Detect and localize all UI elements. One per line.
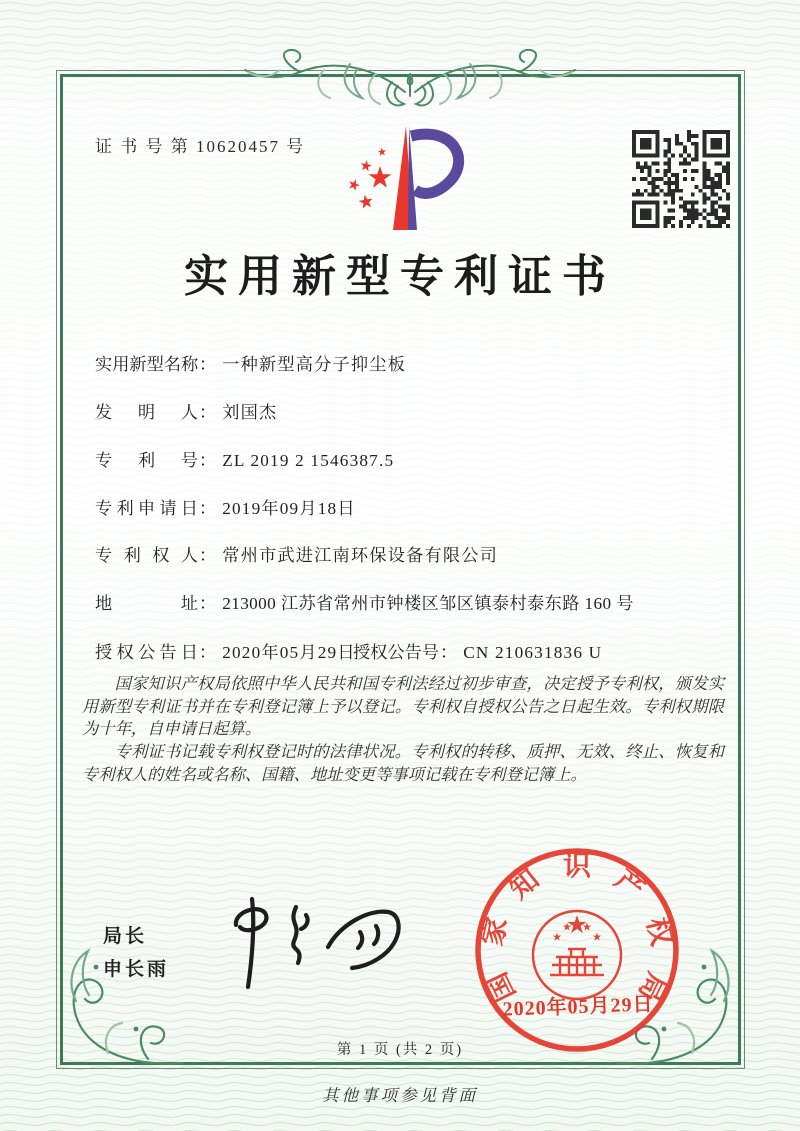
svg-text:权: 权 (641, 914, 678, 949)
field-colon: ： (199, 403, 217, 422)
field-colon: ： (199, 594, 217, 613)
field-row-patentee (95, 541, 735, 566)
field-value: 刘国杰 (222, 403, 278, 422)
legal-paragraph-2: 专利证书记载专利权登记时的法律状况。专利权的转移、质押、无效、终止、恢复和专利权人的姓名或名称、国籍、地址变更等事项记载在专利登记簿上。 (82, 742, 724, 784)
certificate-number: 证 书 号 第 10620457 号 (95, 137, 306, 156)
field-value: 一种新型高分子抑尘板 (222, 355, 407, 374)
field-value: 2019年09月18日 (222, 499, 356, 518)
field-row-inventor (95, 398, 735, 423)
field-colon: ： (199, 451, 217, 470)
legal-paragraph-1: 国家知识产权局依照中华人民共和国专利法经过初步审查，决定授予专利权，颁发实用新型专利证书并在专利登记簿上予以登记。专利权自授权公告之日起生效。专利权期限为十年，自申请日起算。 (82, 674, 724, 739)
field-pair-grant-no (353, 638, 602, 663)
svg-text:家: 家 (476, 914, 513, 949)
field-label: 专利申请日 (95, 499, 198, 518)
field-value: CN 210631836 U (463, 643, 603, 662)
commissioner-block (103, 920, 169, 986)
field-colon: ： (199, 355, 217, 374)
page-number: 第 1 页 (共 2 页) (336, 1042, 464, 1058)
legal-text (82, 673, 724, 787)
svg-text:产: 产 (609, 863, 651, 905)
seal-date: 2020年05月29日 (502, 993, 654, 1021)
commissioner-title: 局长 (103, 926, 148, 947)
field-value: ZL 2019 2 1546387.5 (222, 451, 395, 470)
field-value: 常州市武进江南环保设备有限公司 (222, 546, 499, 565)
field-row-patent-no (95, 446, 735, 471)
field-colon: ： (199, 499, 217, 518)
field-label: 专利权人 (95, 546, 198, 565)
field-label: 授权公告日 (95, 643, 198, 662)
svg-text:局: 局 (632, 967, 674, 1007)
field-row-name (95, 350, 735, 375)
field-row-grant (95, 638, 735, 663)
qr-code (632, 130, 730, 228)
field-value: 213000 江苏省常州市钟楼区邹区镇泰村泰东路 160 号 (222, 594, 634, 613)
svg-text:识: 识 (562, 850, 592, 881)
official-seal (472, 845, 682, 1055)
field-row-address (95, 589, 735, 614)
field-label: 授权公告号 (353, 643, 439, 662)
field-colon: ： (199, 643, 217, 662)
field-label: 地址 (95, 594, 198, 613)
field-value: 2020年05月29日 (222, 643, 356, 662)
field-row-filing-date (95, 494, 735, 519)
cnipa-logo-icon (335, 122, 485, 237)
back-note: 其他事项参见背面 (322, 1086, 478, 1105)
svg-text:国: 国 (480, 967, 522, 1007)
field-label: 实用新型名称 (95, 355, 199, 374)
certificate-title: 实用新型专利证书 (184, 252, 616, 301)
field-colon: ： (440, 643, 458, 662)
field-colon: ： (199, 546, 217, 565)
field-label: 发明人 (95, 403, 198, 422)
svg-text:知: 知 (503, 863, 545, 905)
commissioner-name: 申长雨 (103, 959, 170, 980)
commissioner-signature (200, 885, 420, 995)
top-dragon-ornament (240, 42, 580, 134)
field-label: 专利号 (95, 451, 198, 470)
